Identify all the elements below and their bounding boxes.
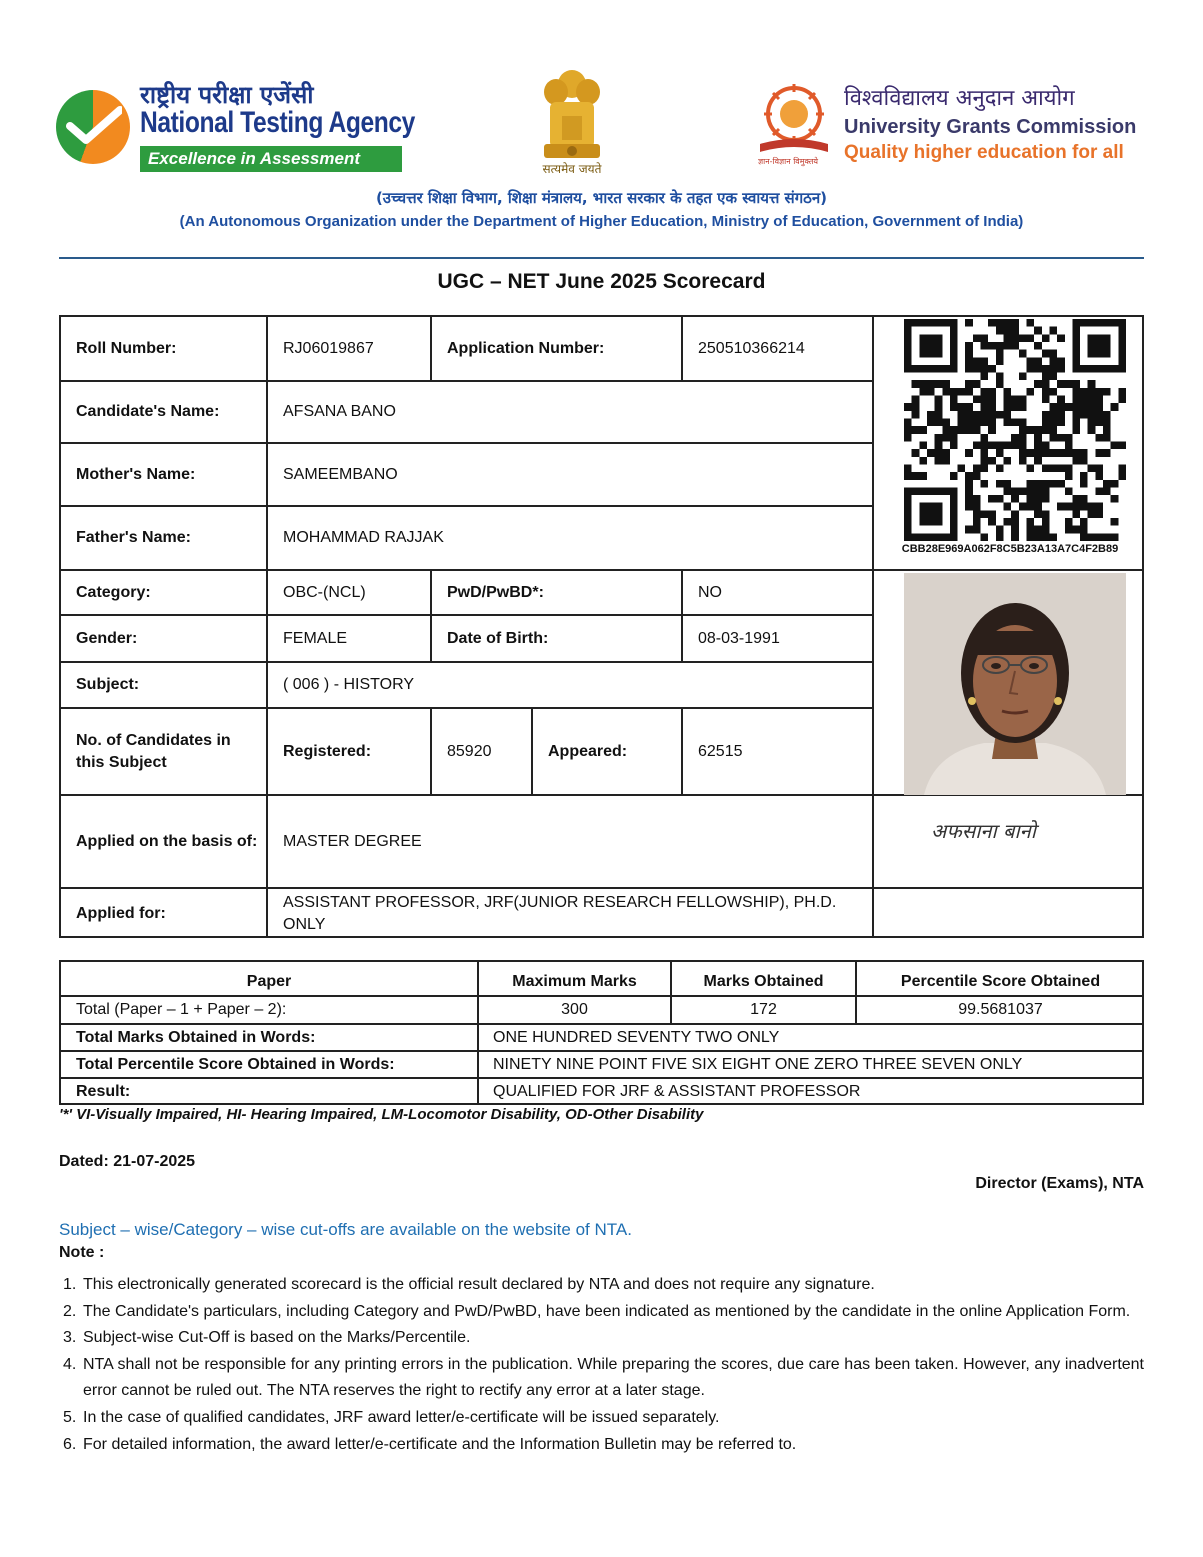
note-item: 5. In the case of qualified candidates, JRF award letter/e-certificate will be issued separately. — [63, 1408, 720, 1426]
nta-tagline: Excellence in Assessment — [140, 146, 402, 172]
applied-for-value: ASSISTANT PROFESSOR, JRF(JUNIOR RESEARCH FELLOWSHIP), PH.D. ONLY — [283, 893, 837, 933]
note-text: NTA shall not be responsible for any printing errors in the publication. While preparing the scores, due care has been taken. However, any inadvertent error cannot be ruled out. The NTA reserves the right to rectify any error at a later stage. — [83, 1355, 1144, 1400]
col-header-percentile: Percentile Score Obtained — [900, 972, 1101, 990]
applied-for-label: Applied for: — [76, 904, 166, 922]
application-number-label: Application Number: — [447, 339, 605, 357]
registered-label: Registered: — [283, 742, 372, 760]
category-value: OBC-(NCL) — [283, 583, 366, 601]
note-text: This electronically generated scorecard is the official result declared by NTA and does not require any signature. — [83, 1276, 875, 1293]
basis-value: MASTER DEGREE — [283, 832, 422, 850]
subject-label: Subject: — [76, 676, 140, 693]
marks-obtained-value: 172 — [750, 1001, 777, 1018]
mother-name-value: SAMEEMBANO — [283, 465, 398, 483]
candidate-photo — [904, 573, 1126, 795]
col-header-max-marks: Maximum Marks — [512, 972, 637, 990]
ugc-english-name: University Grants Commission — [844, 116, 1137, 138]
percentile-value: 99.5681037 — [958, 1001, 1043, 1018]
col-header-marks-obtained: Marks Obtained — [703, 972, 824, 990]
ugc-emblem-icon — [754, 82, 834, 162]
qr-code-text: CBB28E969A062F8C5B23A13A7C4F2B89 — [901, 543, 1119, 555]
candidate-photo-image — [904, 573, 1126, 795]
header-divider — [59, 257, 1144, 259]
pwd-label: PwD/PwBD*: — [447, 583, 544, 601]
marks-table — [59, 960, 1144, 1105]
gender-value: FEMALE — [283, 629, 348, 647]
col-header-paper: Paper — [246, 972, 292, 990]
marks-words-value: ONE HUNDRED SEVENTY TWO ONLY — [493, 1028, 780, 1046]
appeared-value: 62515 — [698, 742, 743, 760]
dob-value: 08-03-1991 — [698, 629, 780, 647]
candidate-name-label: Candidate's Name: — [76, 403, 220, 420]
note-item: 6. For detailed information, the award letter/e-certificate and the Information Bulletin may be referred to. — [63, 1435, 797, 1453]
cutoff-note: Subject – wise/Category – wise cut-offs are available on the website of NTA. — [59, 1220, 632, 1239]
result-label: Result: — [76, 1083, 131, 1100]
subject-value: ( 006 ) - HISTORY — [283, 676, 414, 693]
appeared-label: Appeared: — [548, 742, 628, 760]
registered-value: 85920 — [447, 742, 492, 760]
table-line — [872, 317, 874, 938]
director-signature-line: Director (Exams), NTA — [975, 1175, 1144, 1192]
mother-name-label: Mother's Name: — [76, 465, 196, 483]
result-value: QUALIFIED FOR JRF & ASSISTANT PROFESSOR — [493, 1083, 861, 1100]
max-marks-value: 300 — [561, 1001, 588, 1018]
percentile-words-label: Total Percentile Score Obtained in Words: — [76, 1055, 395, 1073]
note-item: 2. The Candidate's particulars, including Category and PwD/PwBD, have been indicated as mentioned by the candidate in the online Application Form. — [63, 1302, 1131, 1320]
gender-label: Gender: — [76, 629, 138, 647]
percentile-words-value: NINETY NINE POINT FIVE SIX EIGHT ONE ZERO THREE SEVEN ONLY — [493, 1055, 1023, 1073]
note-text: For detailed information, the award letter/e-certificate and the Information Bulletin may be referred to. — [83, 1435, 797, 1453]
notes-list — [59, 1272, 1144, 1458]
ugc-hindi-name: विश्वविद्यालय अनुदान आयोग — [844, 86, 1075, 111]
note-text: In the case of qualified candidates, JRF award letter/e-certificate will be issued separately. — [83, 1408, 720, 1426]
candidate-signature: अफसाना बानो — [931, 819, 1036, 843]
ugc-logo — [754, 82, 1154, 172]
candidates-count-label: No. of Candidates in this Subject — [76, 731, 231, 771]
page-title: UGC – NET June 2025 Scorecard — [437, 270, 766, 293]
nta-english-name: National Testing Agency — [140, 106, 415, 139]
application-number-value: 250510366214 — [698, 339, 805, 357]
basis-label: Applied on the basis of: — [76, 832, 258, 850]
category-label: Category: — [76, 583, 151, 601]
father-name-label: Father's Name: — [76, 529, 191, 546]
pwd-value: NO — [698, 583, 722, 601]
dob-label: Date of Birth: — [447, 629, 549, 647]
note-heading: Note : — [59, 1244, 105, 1261]
note-text: The Candidate's particulars, including Category and PwD/PwBD, have been indicated as mentioned by the candidate in the online Application Form. — [83, 1302, 1131, 1320]
page-header — [0, 0, 1203, 260]
marks-words-label: Total Marks Obtained in Words: — [76, 1028, 316, 1046]
ugc-tagline: Quality higher education for all — [844, 142, 1124, 163]
note-item: 4. NTA shall not be responsible for any printing errors in the publication. While preparing the scores, due care has been taken. However, any inadvertent error cannot be ruled out. The NTA reserves the right to rectify any error at a later stage. — [63, 1355, 1144, 1400]
note-item: 3. Subject-wise Cut-Off is based on the Marks/Percentile. — [63, 1329, 471, 1347]
candidate-name-value: AFSANA BANO — [283, 403, 396, 420]
org-description-english: (An Autonomous Organization under the Department of Higher Education, Ministry of Education, Government of India) — [179, 213, 1024, 230]
emblem-motto: सत्यमेव जयते — [542, 162, 602, 176]
org-description-hindi: (उच्चत्तर शिक्षा विभाग, शिक्षा मंत्रालय, भारत सरकार के तहत एक स्वायत्त संगठन) — [375, 189, 828, 207]
father-name-value: MOHAMMAD RAJJAK — [283, 529, 444, 546]
qr-code — [904, 319, 1126, 541]
roll-number-label: Roll Number: — [76, 339, 177, 357]
nta-logo — [56, 80, 415, 172]
nta-hindi-name: राष्ट्रीय परीक्षा एजेंसी — [140, 81, 314, 109]
roll-number-value: RJ06019867 — [283, 339, 374, 357]
ugc-motto: ज्ञान-विज्ञान विमुक्तये — [758, 157, 819, 166]
checkmark-icon — [66, 106, 122, 146]
dated: Dated: 21-07-2025 — [59, 1153, 196, 1170]
note-text: Subject-wise Cut-Off is based on the Marks/Percentile. — [83, 1329, 471, 1347]
note-item: 1. This electronically generated scorecard is the official result declared by NTA and does not require any signature. — [63, 1276, 875, 1293]
total-paper-label: Total (Paper – 1 + Paper – 2): — [76, 1001, 287, 1018]
candidate-details-table — [59, 315, 1144, 938]
disability-footnote: '*' VI-Visually Impaired, HI- Hearing Impaired, LM-Locomotor Disability, OD-Other Disability — [59, 1106, 704, 1123]
